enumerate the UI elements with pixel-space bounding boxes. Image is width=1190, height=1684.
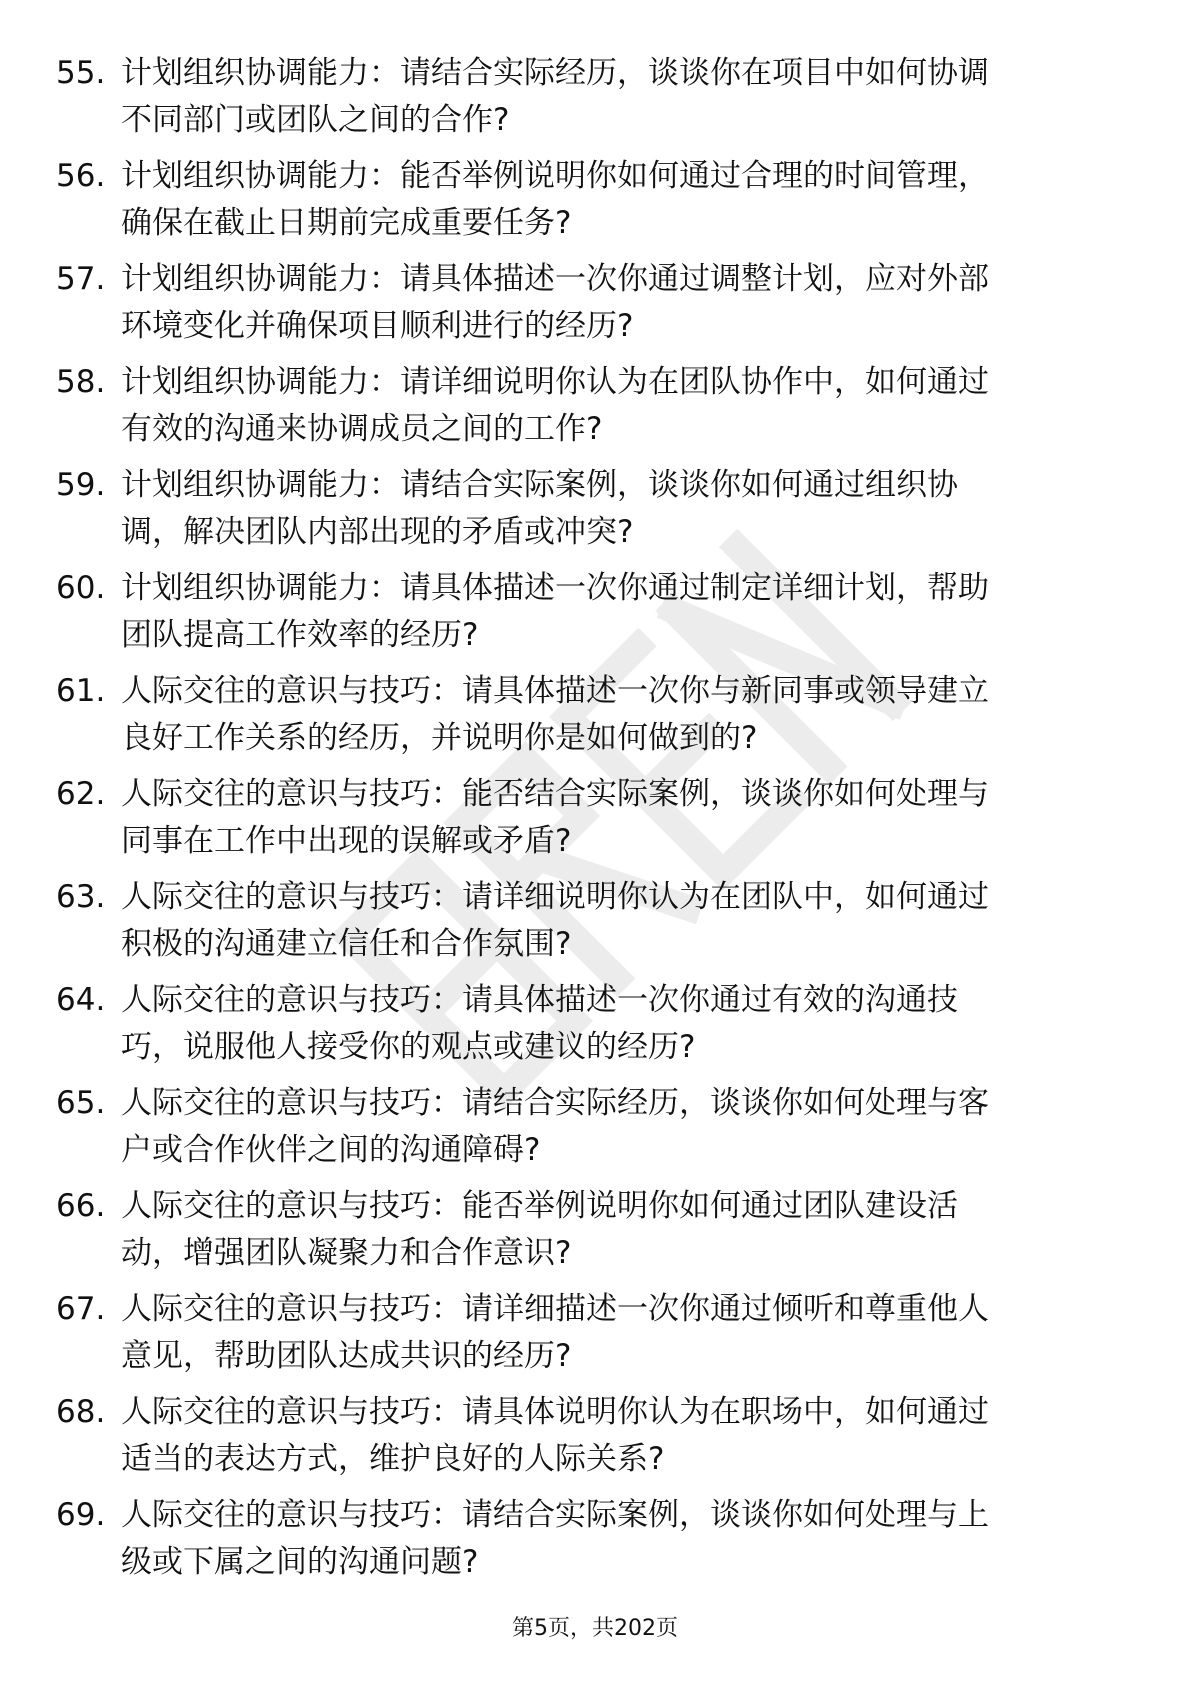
question-item — [56, 977, 1136, 1080]
page-footer: 第5页，共202页 — [512, 1616, 678, 1641]
question-text-line: 环境变化并确保项目顺利进行的经历? — [121, 308, 634, 344]
question-text — [121, 50, 1131, 144]
question-text-line: 良好工作关系的经历，并说明你是如何做到的? — [121, 720, 758, 756]
question-text-line: 人际交往的意识与技巧：请结合实际经历，谈谈你如何处理与客 — [121, 1085, 989, 1121]
question-number: 67. — [56, 1291, 106, 1327]
question-text — [121, 771, 1131, 865]
question-number: 63. — [56, 879, 106, 915]
question-text-line: 人际交往的意识与技巧：请结合实际案例，谈谈你如何处理与上 — [121, 1497, 989, 1533]
question-text-line: 人际交往的意识与技巧：请具体描述一次你与新同事或领导建立 — [121, 673, 989, 709]
question-number: 68. — [56, 1394, 106, 1430]
question-item — [56, 1286, 1136, 1389]
question-text-line: 级或下属之间的沟通问题? — [121, 1544, 479, 1580]
question-text — [121, 153, 1131, 247]
question-number: 57. — [56, 261, 106, 297]
question-item — [56, 359, 1136, 462]
question-text-line: 适当的表达方式，维护良好的人际关系? — [121, 1441, 665, 1477]
question-text-line: 计划组织协调能力：能否举例说明你如何通过合理的时间管理， — [121, 158, 989, 194]
question-item — [56, 462, 1136, 565]
question-number: 65. — [56, 1085, 106, 1121]
question-item — [56, 874, 1136, 977]
question-text-line: 计划组织协调能力：请结合实际案例，谈谈你如何通过组织协 — [121, 467, 958, 503]
question-text-line: 同事在工作中出现的误解或矛盾? — [121, 823, 572, 859]
question-text — [121, 1286, 1131, 1380]
question-text-line: 确保在截止日期前完成重要任务? — [121, 205, 572, 241]
question-item — [56, 1389, 1136, 1492]
question-text-line: 人际交往的意识与技巧：能否举例说明你如何通过团队建设活 — [121, 1188, 958, 1224]
question-number: 64. — [56, 982, 106, 1018]
question-number: 61. — [56, 673, 106, 709]
question-text-line: 计划组织协调能力：请结合实际经历，谈谈你在项目中如何协调 — [121, 55, 989, 91]
question-text — [121, 668, 1131, 762]
question-text-line: 人际交往的意识与技巧：请具体说明你认为在职场中，如何通过 — [121, 1394, 989, 1430]
question-text — [121, 977, 1131, 1071]
question-number: 55. — [56, 55, 106, 91]
question-text-line: 户或合作伙伴之间的沟通障碍? — [121, 1132, 541, 1168]
question-text — [121, 1389, 1131, 1483]
question-text — [121, 874, 1131, 968]
question-number: 58. — [56, 364, 106, 400]
question-item — [56, 1183, 1136, 1286]
question-text-line: 积极的沟通建立信任和合作氛围? — [121, 926, 572, 962]
question-text-line: 调，解决团队内部出现的矛盾或冲突? — [121, 514, 634, 550]
question-list — [56, 50, 1136, 1595]
question-text-line: 意见，帮助团队达成共识的经历? — [121, 1338, 572, 1374]
question-number: 69. — [56, 1497, 106, 1533]
question-text-line: 计划组织协调能力：请详细说明你认为在团队协作中，如何通过 — [121, 364, 989, 400]
question-number: 56. — [56, 158, 106, 194]
question-text — [121, 256, 1131, 350]
question-text-line: 团队提高工作效率的经历? — [121, 617, 479, 653]
question-number: 66. — [56, 1188, 106, 1224]
question-text — [121, 359, 1131, 453]
question-text-line: 动，增强团队凝聚力和合作意识? — [121, 1235, 572, 1271]
question-text-line: 计划组织协调能力：请具体描述一次你通过调整计划，应对外部 — [121, 261, 989, 297]
question-item — [56, 668, 1136, 771]
question-text-line: 有效的沟通来协调成员之间的工作? — [121, 411, 603, 447]
question-number: 59. — [56, 467, 106, 503]
question-item — [56, 565, 1136, 668]
question-item — [56, 256, 1136, 359]
question-text-line: 人际交往的意识与技巧：请详细描述一次你通过倾听和尊重他人 — [121, 1291, 989, 1327]
question-number: 60. — [56, 570, 106, 606]
question-item — [56, 50, 1136, 153]
question-item — [56, 153, 1136, 256]
question-number: 62. — [56, 776, 106, 812]
question-text-line: 人际交往的意识与技巧：能否结合实际案例，谈谈你如何处理与 — [121, 776, 989, 812]
question-text-line: 巧，说服他人接受你的观点或建议的经历? — [121, 1029, 696, 1065]
question-item — [56, 1080, 1136, 1183]
question-text-line: 人际交往的意识与技巧：请详细说明你认为在团队中，如何通过 — [121, 879, 989, 915]
question-text-line: 人际交往的意识与技巧：请具体描述一次你通过有效的沟通技 — [121, 982, 958, 1018]
question-text-line: 不同部门或团队之间的合作? — [121, 102, 510, 138]
question-text — [121, 1080, 1131, 1174]
question-text-line: 计划组织协调能力：请具体描述一次你通过制定详细计划，帮助 — [121, 570, 989, 606]
question-item — [56, 771, 1136, 874]
question-text — [121, 565, 1131, 659]
question-text — [121, 1183, 1131, 1277]
question-item — [56, 1492, 1136, 1595]
question-text — [121, 1492, 1131, 1586]
question-text — [121, 462, 1131, 556]
